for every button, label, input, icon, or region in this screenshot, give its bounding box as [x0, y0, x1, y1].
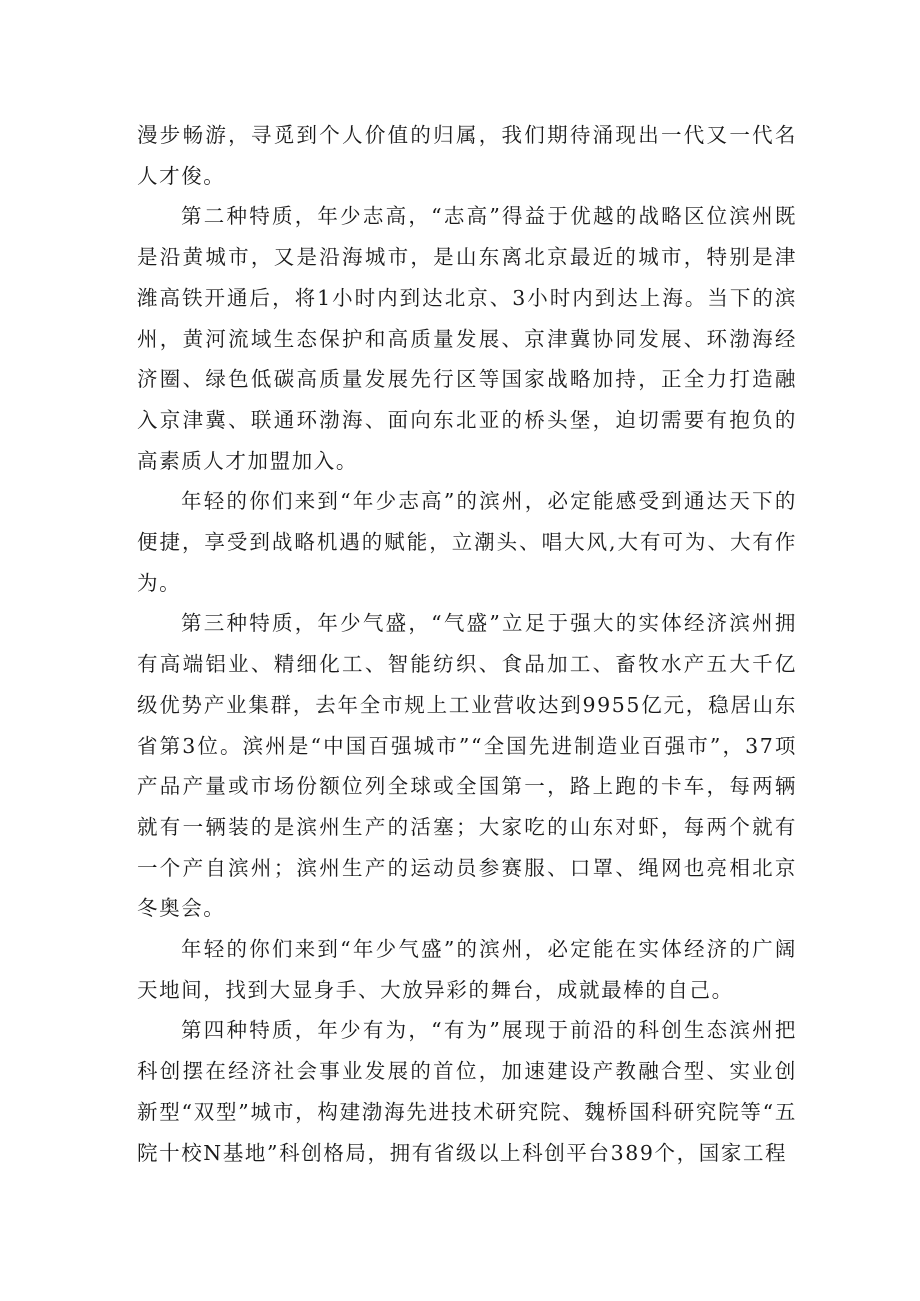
paragraph-trait-two-summary: 年轻的你们来到“年少志高”的滨州，必定能感受到通达天下的便捷，享受到战略机遇的赋能，立潮头、唱大风,大有可为、大有作为。: [137, 489, 797, 595]
paragraph-continuation: 漫步畅游，寻觅到个人价值的归属，我们期待涌现出一代又一代名人才俊。: [137, 123, 797, 188]
paragraph-trait-three-summary: 年轻的你们来到“年少气盛”的滨州，必定能在实体经济的广阔天地间，找到大显身手、大放异彩的舞台，成就最棒的自己。: [137, 937, 797, 1002]
paragraph-trait-four: 第四种特质，年少有为，“有为”展现于前沿的科创生态滨州把科创摆在经济社会事业发展的首位，加速建设产教融合型、实业创新型“双型”城市，构建渤海先进技术研究院、魏桥国科研究院等“五院十校N基地”科创格局，拥有省级以上科创平台389个，国家工程: [137, 1018, 797, 1165]
paragraph-trait-three: 第三种特质，年少气盛，“气盛”立足于强大的实体经济滨州拥有高端铝业、精细化工、智能纺织、食品加工、畜牧水产五大千亿级优势产业集群，去年全市规上工业营收达到9955亿元，稳居山东省第3位。滨州是“中国百强城市”“全国先进制造业百强市”，37项产品产量或市场份额位列全球或全国第一，路上跑的卡车，每两辆就有一辆装的是滨州生产的活塞；大家吃的山东对虾，每两个就有一个产自滨州；滨州生产的运动员参赛服、口罩、绳网也亮相北京冬奥会。: [137, 611, 797, 921]
document-body: [137, 115, 797, 1173]
paragraph-trait-two: 第二种特质，年少志高，“志高”得益于优越的战略区位滨州既是沿黄城市，又是沿海城市，是山东离北京最近的城市，特别是津潍高铁开通后，将1小时内到达北京、3小时内到达上海。当下的滨州，黄河流域生态保护和高质量发展、京津冀协同发展、环渤海经济圈、绿色低碳高质量发展先行区等国家战略加持，正全力打造融入京津冀、联通环渤海、面向东北亚的桥头堡，迫切需要有抱负的高素质人才加盟加入。: [137, 204, 797, 473]
